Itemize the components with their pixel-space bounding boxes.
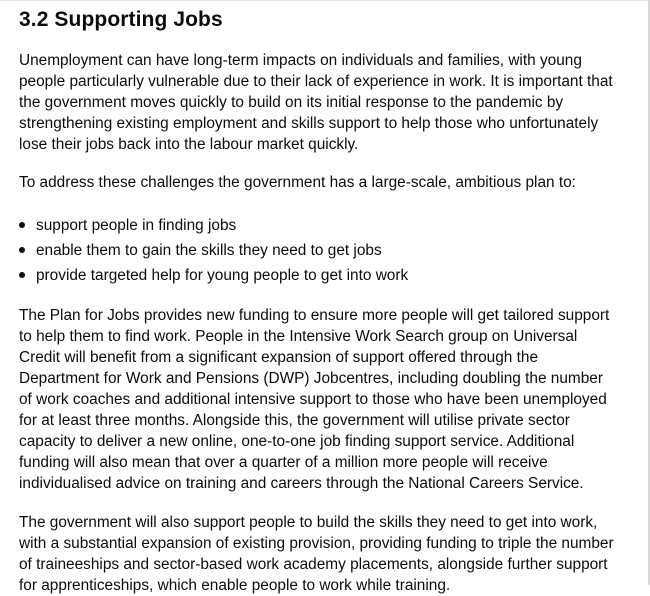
- bullet-dot-icon: [19, 222, 25, 228]
- paragraph-skills-support: The government will also support people to build the skills they need to get into work, with a substantial expansion of existing provision, providing funding to triple the number of traineeships and sector-based work academy placements, alongside further support for apprenticeships, which enable people to work while training.: [19, 514, 614, 594]
- bullet-dot-icon: [19, 247, 25, 253]
- paragraph-plan-for-jobs: The Plan for Jobs provides new funding to ensure more people will get tailored support to help them to find work. People in the Intensive Work Search group on Universal Credit will benefit from a significant expansion of support offered through the Department for Work and Pensions (DWP) Jobcentres, including doubling the number of work coaches and additional intensive support to those who have been unemployed for at least three months. Alongside this, the government will utilise private sector capacity to deliver a new online, one-to-one job finding support service. Additional funding will also mean that over a quarter of a million more people will receive individualised advice on training and careers through the National Careers Service.: [19, 307, 610, 492]
- list-item: [19, 263, 619, 288]
- list-item-text: support people in finding jobs: [36, 217, 237, 234]
- list-item: [19, 213, 619, 238]
- list-item-text: enable them to gain the skills they need to get jobs: [36, 242, 382, 259]
- list-item-text: provide targeted help for young people to get into work: [36, 267, 409, 284]
- paragraph-plan-intro: To address these challenges the government has a large-scale, ambitious plan to:: [19, 174, 576, 191]
- section-heading: 3.2 Supporting Jobs: [19, 8, 223, 31]
- plan-bullet-list: [19, 213, 619, 288]
- bullet-dot-icon: [19, 272, 25, 278]
- document-section: [19, 6, 619, 596]
- paragraph-unemployment-impacts: Unemployment can have long-term impacts on individuals and families, with young people particularly vulnerable due to their lack of experience in work. It is important that the government moves quickly to build on its initial response to the pandemic by strengthening existing employment and skills support to help those who unfortunately lose their jobs back into the labour market quickly.: [19, 52, 613, 153]
- list-item: [19, 238, 619, 263]
- frame-top-border: [0, 0, 650, 1]
